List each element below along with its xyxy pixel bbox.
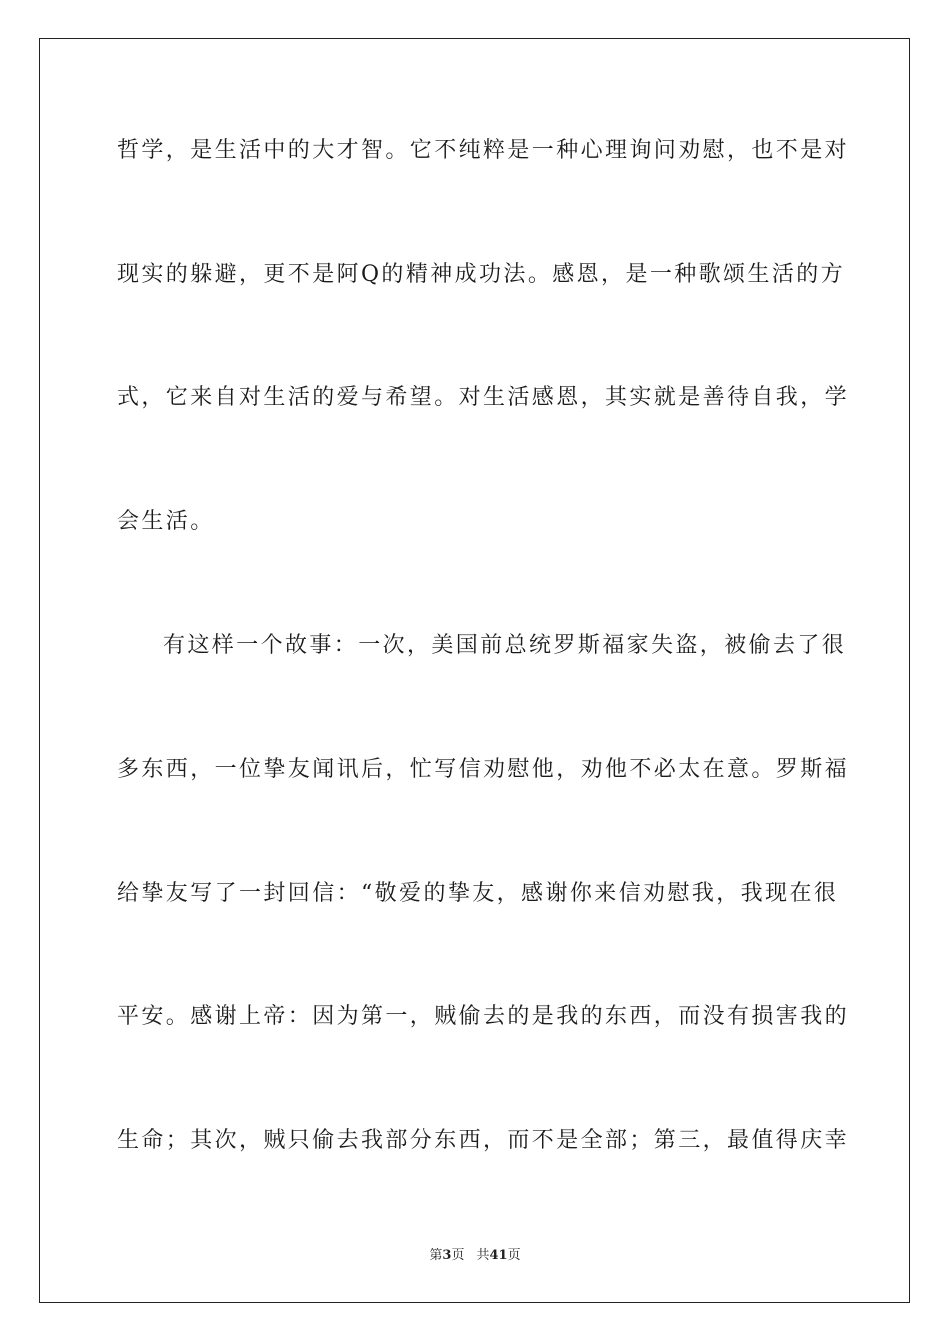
page-border — [39, 38, 910, 1303]
total-pages: 41 — [489, 1248, 508, 1263]
total-suffix: 页 — [507, 1248, 521, 1263]
body-text-line: 现实的躲避，更不是阿Q的精神成功法。感恩，是一种歌颂生活的方 — [117, 262, 846, 287]
body-text-line: 会生活。 — [117, 509, 215, 534]
page-footer — [0, 1247, 950, 1265]
body-text-line: 平安。感谢上帝：因为第一，贼偷去的是我的东西，而没有损害我的 — [117, 1004, 850, 1029]
page-number: 3 — [442, 1248, 452, 1263]
page-suffix: 页 — [451, 1248, 465, 1263]
body-text-line: 哲学，是生活中的大才智。它不纯粹是一种心理询问劝慰，也不是对 — [117, 138, 850, 163]
total-prefix: 共 — [476, 1248, 490, 1263]
body-text-line: 多东西，一位挚友闻讯后，忙写信劝慰他，劝他不必太在意。罗斯福 — [117, 757, 850, 782]
body-text-line: 给挚友写了一封回信：“敬爱的挚友，感谢你来信劝慰我，我现在很 — [117, 881, 839, 906]
page-prefix: 第 — [429, 1248, 443, 1263]
body-text-line: 式，它来自对生活的爱与希望。对生活感恩，其实就是善待自我，学 — [117, 385, 850, 410]
body-text-line: 生命；其次，贼只偷去我部分东西，而不是全部；第三，最值得庆幸 — [117, 1128, 850, 1153]
paragraph-first-line: 有这样一个故事：一次，美国前总统罗斯福家失盗，被偷去了很 — [163, 633, 847, 658]
